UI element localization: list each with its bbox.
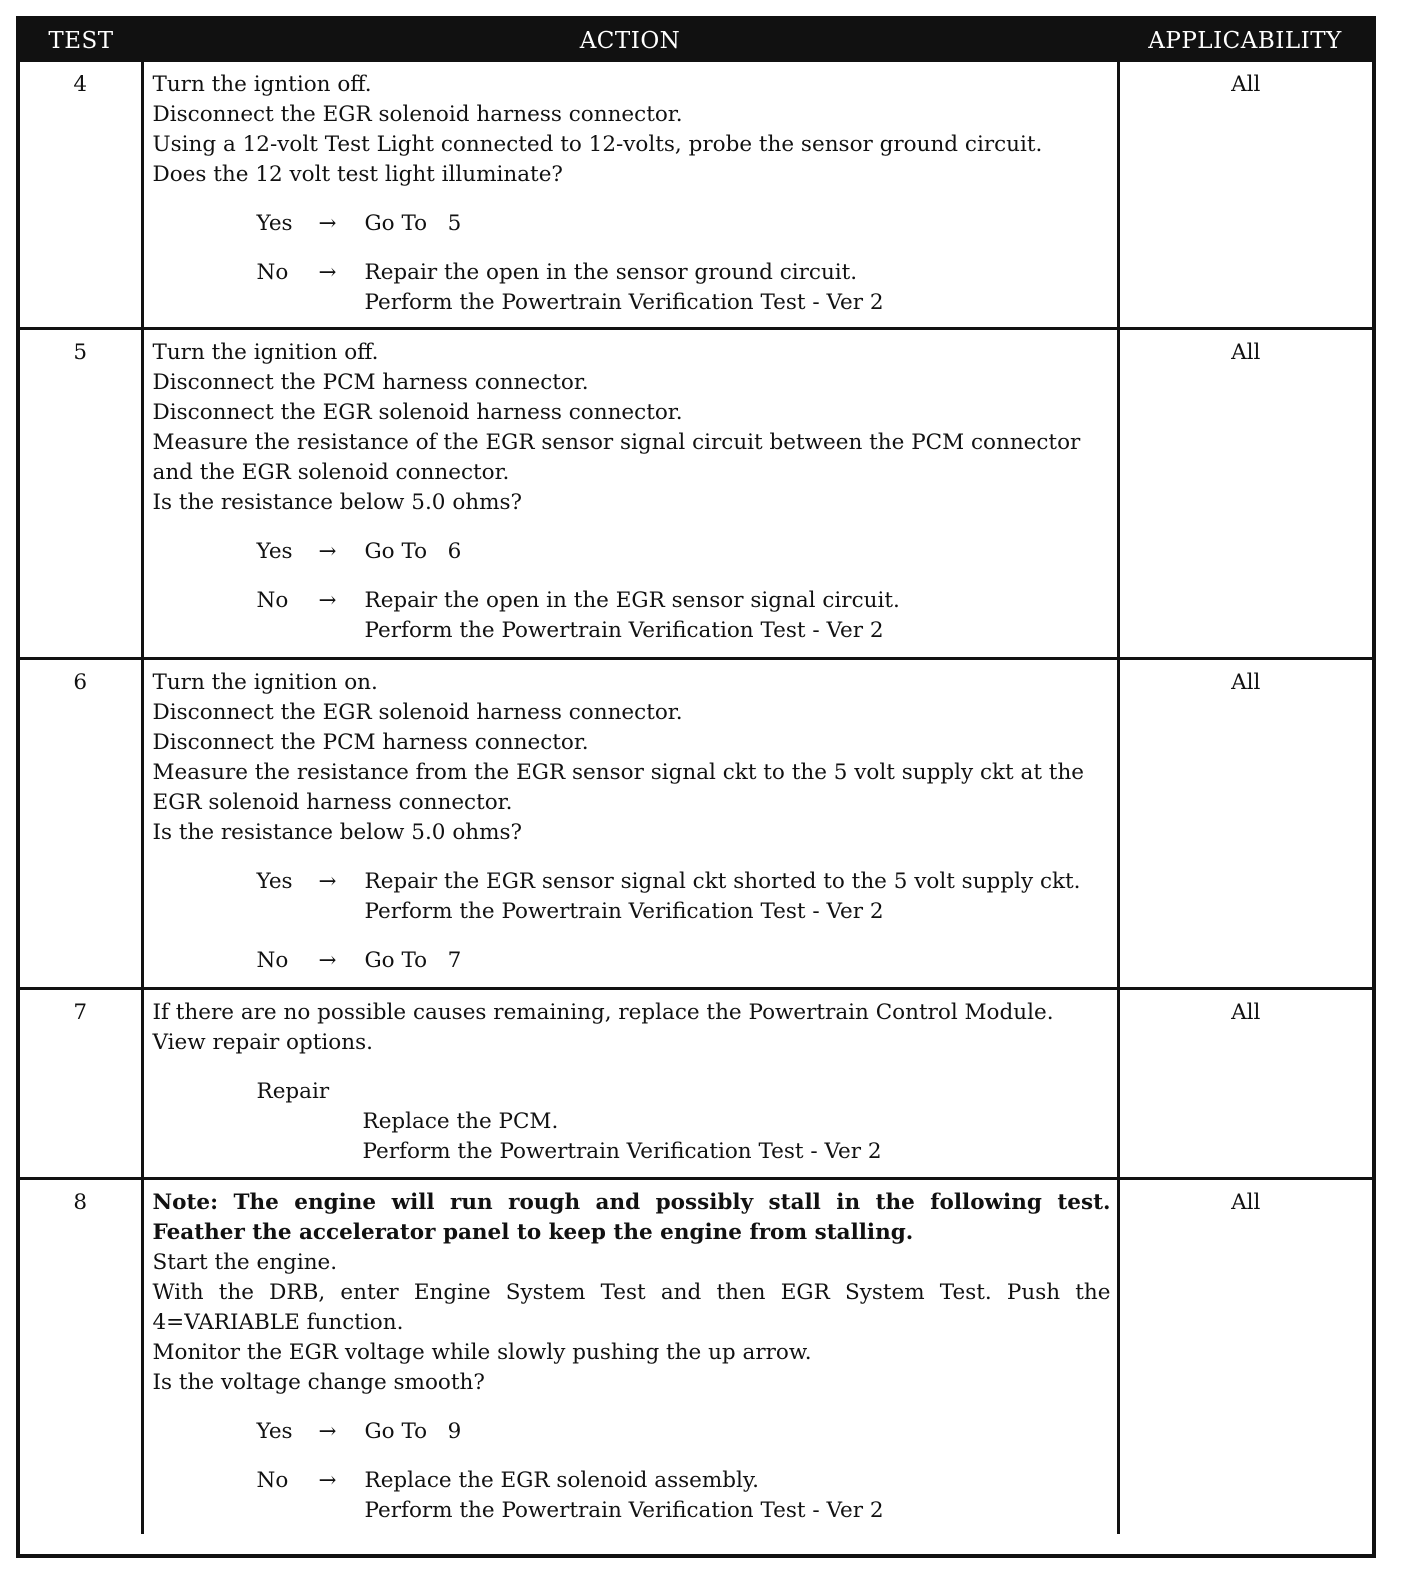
no-result	[365, 1466, 1111, 1526]
no-result-line: Repair the open in the sensor ground circuit.	[364, 260, 858, 285]
no-result-line: Perform the Powertrain Verification Test - Ver 2	[364, 290, 884, 315]
test-number: 7	[20, 988, 142, 1178]
arrow-icon: →	[318, 1418, 337, 1444]
caution-note: Note: The engine will run rough and possibly stall in the following test. Feather the accelerator panel to keep the engine from stalling.	[152, 1189, 1111, 1245]
yes-outcome	[257, 209, 1111, 239]
action-line: Start the engine.	[152, 1249, 338, 1275]
test-number: 4	[73, 72, 88, 97]
no-outcome	[257, 258, 1111, 318]
action-line: Disconnect the EGR solenoid harness connector.	[152, 399, 683, 425]
test-number: 6	[20, 658, 142, 988]
no-result	[365, 586, 1111, 646]
action-line: Is the resistance below 5.0 ohms?	[152, 819, 523, 845]
action-line: Turn the igntion off.	[152, 72, 372, 97]
arrow-icon: →	[318, 947, 337, 973]
action-cell	[142, 658, 1118, 988]
no-label: No	[256, 587, 289, 613]
repair-steps	[363, 1107, 1111, 1167]
arrow-icon: →	[318, 587, 337, 613]
no-result-line: Replace the EGR solenoid assembly.	[364, 1467, 760, 1493]
header-action: ACTION	[142, 20, 1118, 62]
table-row	[20, 988, 1372, 1178]
repair-step: Perform the Powertrain Verification Test - Ver 2	[362, 1138, 882, 1164]
yes-result-line: Perform the Powertrain Verification Test - Ver 2	[364, 898, 884, 924]
action-line: Turn the ignition off.	[152, 339, 379, 365]
table-row	[20, 328, 1372, 658]
no-label: No	[256, 1467, 289, 1493]
action-line: Disconnect the PCM harness connector.	[152, 729, 589, 755]
yes-result-line: Go To 5	[364, 211, 462, 236]
no-result	[365, 258, 1111, 318]
action-line: With the DRB, enter Engine System Test and then EGR System Test. Push the 4=VARIABLE function.	[152, 1279, 1111, 1335]
diagnostic-test-table	[16, 16, 1376, 1558]
no-result-line: Repair the open in the EGR sensor signal circuit.	[364, 587, 900, 613]
repair-label: Repair	[256, 1078, 330, 1104]
action-cell	[142, 988, 1118, 1178]
action-cell	[142, 62, 1118, 328]
arrow-icon: →	[318, 868, 337, 894]
action-cell	[142, 1178, 1118, 1534]
action-line: Monitor the EGR voltage while slowly pushing the up arrow.	[152, 1339, 812, 1365]
yes-label: Yes	[256, 211, 293, 236]
action-line: View repair options.	[152, 1029, 373, 1055]
yes-outcome	[257, 537, 1111, 567]
no-outcome	[257, 1466, 1111, 1526]
applicability-cell: All	[1231, 72, 1261, 97]
test-number: 8	[20, 1178, 142, 1534]
action-line: Is the resistance below 5.0 ohms?	[152, 489, 523, 515]
yes-result-line: Go To 9	[364, 1418, 462, 1444]
action-line: Measure the resistance from the EGR sensor signal ckt to the 5 volt supply ckt at the	[152, 759, 1085, 785]
action-line: Disconnect the EGR solenoid harness connector.	[152, 102, 683, 127]
yes-result	[365, 867, 1111, 927]
no-outcome	[257, 946, 1111, 976]
table-header	[20, 20, 1372, 62]
arrow-icon: →	[318, 1467, 337, 1493]
table-row	[20, 658, 1372, 988]
repair-step: Replace the PCM.	[362, 1108, 559, 1134]
action-line: Disconnect the EGR solenoid harness connector.	[152, 699, 683, 725]
yes-label: Yes	[256, 868, 293, 894]
yes-result	[365, 209, 1111, 239]
no-result	[365, 946, 1111, 976]
action-line: Does the 12 volt test light illuminate?	[152, 162, 563, 187]
applicability-cell: All	[1118, 328, 1372, 658]
action-line: Disconnect the PCM harness connector.	[152, 369, 589, 395]
arrow-icon: →	[318, 260, 337, 285]
action-line: and the EGR solenoid connector.	[152, 459, 510, 485]
header-test: TEST	[20, 20, 142, 62]
arrow-icon: →	[318, 538, 337, 564]
action-line: Using a 12-volt Test Light connected to 12-volts, probe the sensor ground circuit.	[152, 132, 1043, 157]
applicability-cell: All	[1118, 1178, 1372, 1534]
no-label: No	[256, 947, 289, 973]
test-table	[20, 20, 1372, 1534]
action-line: Turn the ignition on.	[152, 669, 378, 695]
header-applicability: APPLICABILITY	[1118, 20, 1372, 62]
action-line: EGR solenoid harness connector.	[152, 789, 513, 815]
yes-result-line: Go To 6	[364, 538, 462, 564]
no-result-line: Perform the Powertrain Verification Test - Ver 2	[364, 617, 884, 643]
action-line: Measure the resistance of the EGR sensor signal circuit between the PCM connector	[152, 429, 1081, 455]
yes-result-line: Repair the EGR sensor signal ckt shorted to the 5 volt supply ckt.	[364, 868, 1081, 894]
action-cell	[142, 328, 1118, 658]
no-result-line: Go To 7	[364, 947, 462, 973]
no-result-line: Perform the Powertrain Verification Test - Ver 2	[364, 1497, 884, 1523]
yes-result	[365, 537, 1111, 567]
action-line: Is the voltage change smooth?	[152, 1369, 485, 1395]
yes-result	[365, 1417, 1111, 1447]
table-row	[20, 62, 1372, 328]
arrow-icon: →	[318, 211, 337, 236]
yes-outcome	[257, 1417, 1111, 1447]
no-outcome	[257, 586, 1111, 646]
applicability-cell: All	[1118, 988, 1372, 1178]
action-line: If there are no possible causes remaining, replace the Powertrain Control Module.	[152, 999, 1054, 1025]
test-number: 5	[20, 328, 142, 658]
yes-label: Yes	[256, 538, 293, 564]
yes-label: Yes	[256, 1418, 293, 1444]
yes-outcome	[257, 867, 1111, 927]
table-row	[20, 1178, 1372, 1534]
applicability-cell: All	[1118, 658, 1372, 988]
no-label: No	[256, 260, 289, 285]
